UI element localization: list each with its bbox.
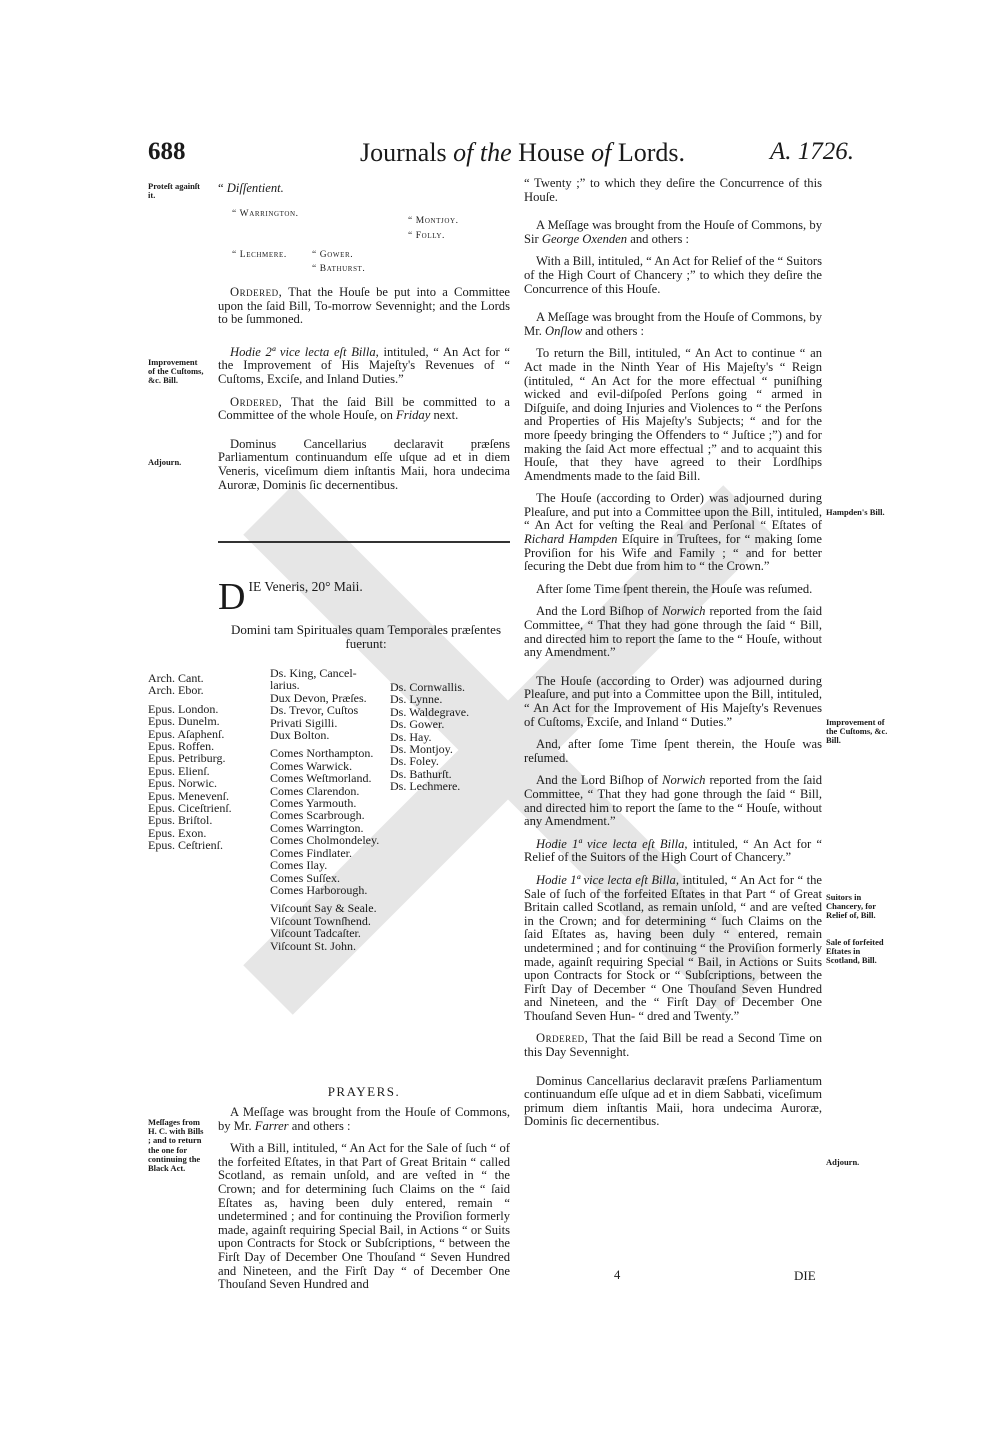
lord-entry: Epus. Dunelm. <box>148 714 220 729</box>
lord-entry: Epus. Norwic. <box>148 776 217 791</box>
prayers-heading: PRAYERS. <box>327 1084 401 1099</box>
lords-list-dukes-earls <box>270 667 379 952</box>
lord-entry: Epus. London. <box>148 701 219 716</box>
ordered-whole-house: Ordered, That the ſaid Bill be committed to a Committee of the whole Houſe, on Friday next. <box>218 394 511 423</box>
lord-entry: Comes Suſſex. <box>270 870 341 885</box>
right-column <box>524 177 822 1138</box>
section-rule <box>218 541 510 543</box>
lord-entry: Epus. Petriburg. <box>148 751 226 766</box>
improvement-committee: The Houſe (according to Order) was adjourned during Pleaſure, and put into a Committee upon the Bill, intituled, “ An Act for the Improvement of His Majeſty's Revenues of Cuſtoms, Exciſe, and Inland “ Duties.” <box>524 673 822 729</box>
lord-entry: Ds. King, Cancel- <box>270 666 357 680</box>
margin-note-hampden: Hampden's Bill. <box>826 507 885 517</box>
lord-entry: Epus. Ceſtrienſ. <box>148 838 223 853</box>
running-title: Journals of the House of Lords. <box>360 138 686 167</box>
twenty-concurrence: “ Twenty ;” to which they deſire the Concurrence of this Houſe. <box>524 176 822 204</box>
message-oxenden: A Meſſage was brought from the Houſe of Commons, by Sir George Oxenden and others : <box>524 218 822 246</box>
lord-entry: Ds. Lynne. <box>390 692 443 707</box>
lord-entry: Epus. Aſaphenſ. <box>148 726 225 741</box>
lord-entry: Ds. Trevor, Cuſtos <box>270 703 359 718</box>
margin-note-improvement-2: Improvement of the Cuſtoms, &c. Bill. <box>826 717 888 746</box>
lord-entry: Epus. Exon. <box>148 825 207 840</box>
lord-entry: Arch. Ebor. <box>148 683 204 698</box>
message-onslow-bill: To return the Bill, intituled, “ An Act to continue “ an Act made in the Ninth Year of His Majeſty's “ Reign (intituled, “ An Act for the more effectual “ puniſhing wicked and evil-diſpoſed Perſons going “ armed in Diſguiſe, and doing Injuries and Violences to “ the Perſons and Properties of His Majeſty's Subjects; “ and for the more ſpeedy bringing the Offenders to “ Juſtice ;”) and for making the ſaid Act more effectual ;” and to acquaint this Houſe, that they have agreed to their Lordſhips Amendments made to the ſaid Bill. <box>524 346 822 483</box>
house-resumed-2: And, after ſome Time ſpent therein, the Houſe was reſumed. <box>524 737 822 765</box>
left-column-orders <box>218 286 510 501</box>
present-heading: Domini tam Spirituales quam Temporales præſentes fuerunt: <box>231 622 501 651</box>
catchword: DIE <box>794 1268 816 1283</box>
lords-list-barons <box>390 681 469 793</box>
lord-entry: Viſcount Tadcaſter. <box>270 926 361 941</box>
lord-entry: Comes Clarendon. <box>270 783 360 798</box>
margin-note-protest: Proteſt againſt it. <box>148 181 201 201</box>
lord-entry: Comes Warwick. <box>270 758 353 773</box>
lord-entry: Ds. Hay. <box>390 729 432 744</box>
margin-note-adjourn: Adjourn. <box>148 457 182 467</box>
lord-entry: Ds. Foley. <box>390 754 439 769</box>
lord-entry: Epus. Menevenſ. <box>148 788 229 803</box>
hodie-improvement-bill: Hodie 2ª vice lecta eſt Billa, intituled, “ An Act for “ the Improvement of His Majeſty's Revenues of “ Cuſtoms, Exciſe, and Inland Duties.” <box>218 344 510 386</box>
report-norwich-2: And the Lord Biſhop of Norwich reported from the ſaid Committee, “ That they had gone through the ſaid “ Bill, and directed him to report the ſame to the “ Houſe, without any Amendment.” <box>524 773 822 829</box>
die-veneris-heading: DIE Veneris, 20° Maii. <box>218 576 363 618</box>
message-farrer: A Meſſage was brought from the Houſe of Commons, by Mr. Farrer and others : <box>218 1105 510 1133</box>
year: A. 1726. <box>770 138 855 165</box>
lord-entry: Epus. Elienſ. <box>148 763 210 778</box>
lord-entry: Comes Warrington. <box>270 820 364 835</box>
signature-bathurst: “ Bathurst. <box>312 264 366 274</box>
margin-note-sale: Sale of forfeited Eſtates in Scotland, Bill. <box>826 937 884 966</box>
lord-entry: Comes Scarbrough. <box>270 808 365 823</box>
hampden-committee: The Houſe (according to Order) was adjourned during Pleaſure, and put into a Committee upon the Bill, intituled, “ An Act for veſting the Real and Perſonal “ Eſtates of Richard Hampden Eſquire in Truſtees, for “ making ſome Proviſion for his Wife and Family ; “ and for better ſecuring the Debt due from him to “ the Crown.” <box>524 491 822 574</box>
lord-entry: Epus. Roffen. <box>148 739 215 754</box>
lord-entry: larius. <box>270 678 300 693</box>
ordered-committee: Ordered, That the Houſe be put into a Committee upon the ſaid Bill, To-morrow Sevennight; and the Lords to be ſummoned. <box>218 285 511 327</box>
signature-mark: 4 <box>614 1268 621 1282</box>
lord-entry: Arch. Cant. <box>148 671 204 685</box>
lord-entry: Ds. Bathurſt. <box>390 766 452 781</box>
lord-entry: Dux Devon, Præſes. <box>270 690 367 705</box>
lord-entry: Ds. Montjoy. <box>390 742 453 757</box>
lord-entry: Privati Sigilli. <box>270 715 338 730</box>
message-onslow: A Meſſage was brought from the Houſe of Commons, by Mr. Onſlow and others : <box>524 310 822 338</box>
margin-note-messages: Meſſages from H. C. with Bills ; and to return the one for continuing the Black Act. <box>148 1117 204 1174</box>
lord-entry: Viſcount St. John. <box>270 938 356 953</box>
signature-lechmere: “ Lechmere. <box>232 250 287 260</box>
lord-entry: Dux Bolton. <box>270 728 330 743</box>
lord-entry: Comes Cholmondeley. <box>270 833 380 848</box>
house-resumed-1: After ſome Time ſpent therein, the Houſe was reſumed. <box>536 581 813 596</box>
adjourn-declaration-2: Dominus Cancellarius declaravit præſens Parliamentum continuandum eſſe uſque ad et in diem Sabbati, viceſimum primum diem inſtantis Maii, hora undecima Auroræ, Dominis ſic decernentibus. <box>524 1073 822 1129</box>
page-number: 688 <box>148 138 186 165</box>
lord-entry: Epus. Briſtol. <box>148 813 213 828</box>
lord-entry: Comes Weſtmorland. <box>270 771 372 786</box>
ordered-second-reading: Ordered, That the ſaid Bill be read a Second Time on this Day Sevennight. <box>524 1031 822 1060</box>
message-farrer-bill: With a Bill, intituled, “ An Act for the Sale of ſuch “ of the forfeited Eſtates, in that Part of Great Britain “ called Scotland, as remain unſold, and are veſted in “ the Crown; and for determining ſuch Claims on the “ ſaid Eſtates as, having been duly entered, remain “ undetermined ; and for continuing the Proviſion formerly made, againſt requiring Special Bail, in Actions “ or Suits upon Contracts for Stock or Subſcriptions, “ between the Firſt Day of December One Thouſand “ Seven Hundred and Nineteen, and the Firſt Day “ of December One Thouſand Seven Hundred and <box>218 1141 510 1292</box>
lord-entry: Viſcount Say & Seale. <box>270 901 377 916</box>
margin-note-adjourn-2: Adjourn. <box>826 1157 860 1167</box>
lord-entry: Viſcount Townſhend. <box>270 913 371 928</box>
signature-gower: “ Gower. <box>312 250 354 260</box>
lord-entry: Comes Northampton. <box>270 746 374 761</box>
lord-entry: Ds. Lechmere. <box>390 779 461 794</box>
lord-entry: Ds. Cornwallis. <box>390 680 465 694</box>
lords-list-bishops <box>148 672 232 852</box>
lord-entry: Comes Findlater. <box>270 845 352 860</box>
lord-entry: Epus. Ciceſtrienſ. <box>148 801 232 816</box>
report-norwich-1: And the Lord Biſhop of Norwich reported from the ſaid Committee, “ That they had gone through the ſaid “ Bill, and directed him to report the ſame to the “ Houſe, without any Amendment.” <box>524 604 822 660</box>
hodie-sale-bill: Hodie 1ª vice lecta eſt Billa, intituled, “ An Act for “ the Sale of ſuch of the forfeited Eſtates in that Part “ of Great Britain called Scotland, as remain unſold, “ and are veſted in the Crown; and for determining “ ſuch Claims on the ſaid Eſtates as, having been duly “ entered, remain undetermined ; and for continuing “ the Proviſion formerly made, againſt requiring Special “ Bail, in Actions or Suits upon Contracts for Stock or “ Subſcriptions, between the Firſt Day of December “ One Thouſand Seven Hundred and Nineteen, and the “ Firſt Day of December One Thouſand Seven Hun- “ dred and Twenty.” <box>524 872 822 1023</box>
margin-note-improvement: Improvement of the Cuſtoms, &c. Bill. <box>148 357 204 386</box>
left-column-message <box>218 1106 510 1301</box>
hodie-suitors-bill: Hodie 1ª vice lecta eſt Billa, intituled, “ An Act for “ Relief of the Suitors of the High Court of Chancery.” <box>524 836 822 865</box>
lord-entry: Comes Yarmouth. <box>270 796 357 811</box>
lord-entry: Comes Ilay. <box>270 858 328 873</box>
protest-dissentient: “ Diſſentient. <box>218 181 284 195</box>
lord-entry: Ds. Waldegrave. <box>390 704 470 719</box>
signature-warrington: “ Warrington. <box>232 209 299 219</box>
margin-note-suitors: Suitors in Chancery, for Relief of, Bill. <box>826 892 876 921</box>
lord-entry: Ds. Gower. <box>390 717 445 732</box>
signature-folly: “ Folly. <box>408 231 446 241</box>
message-oxenden-bill: With a Bill, intituled, “ An Act for Relief of the “ Suitors of the High Court of Chancery ;” to which they deſire the Concurrence of this Houſe. <box>524 254 822 296</box>
adjourn-declaration: Dominus Cancellarius declaravit præſens Parliamentum continuandum eſſe uſque ad et in diem Veneris, viceſimum diem inſtantis Maii, hora undecima Auroræ, Dominis ſic decernentibus. <box>218 436 510 492</box>
signature-montjoy: “ Montjoy. <box>408 216 459 226</box>
lord-entry: Comes Harborough. <box>270 882 368 897</box>
